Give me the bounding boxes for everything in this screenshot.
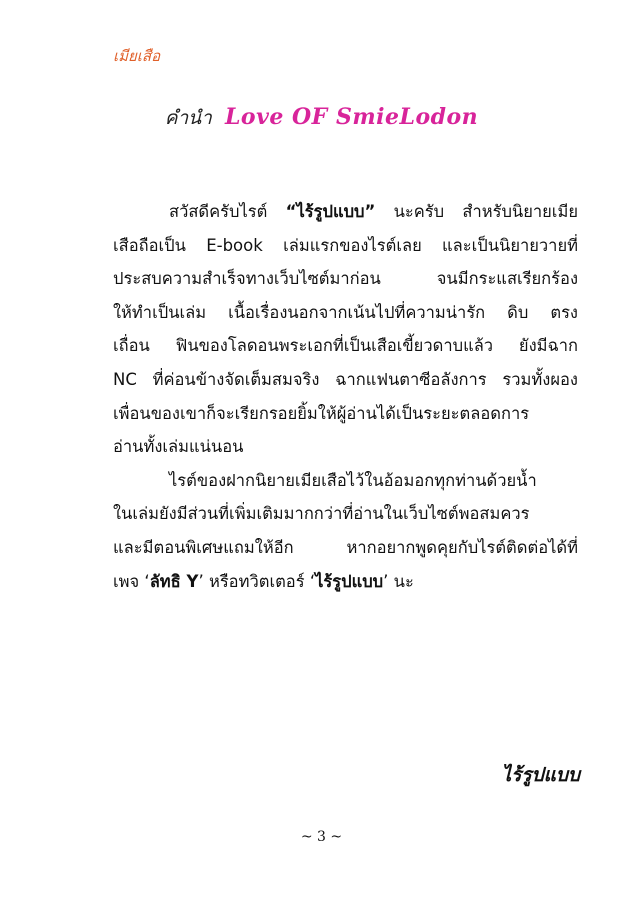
text-line: ในเล่มยังมีส่วนที่เพิ่มเติมมากกว่าที่อ่านในเว็บไซต์พอสมควร — [113, 504, 530, 524]
text-run: ’ หรือทวิตเตอร์ ‘ — [198, 571, 316, 591]
text-run: ’ นะ — [383, 571, 414, 591]
text-line: ไรต์ของฝากนิยายเมียเสือไว้ในอ้อมอกทุกท่านด้วยน้ำ — [169, 470, 537, 490]
page-number: ~ 3 ~ — [300, 829, 343, 845]
text-line: และมีตอนพิเศษแถมให้อีก หากอยากพูดคุยกับไรต์ติดต่อได้ที่ — [113, 537, 578, 557]
title-script: Love OF SmieLodon — [224, 104, 479, 130]
text-line: NC ที่ค่อนข้างจัดเต็มสมจริง ฉากแฟนตาซีอลังการ รวมทั้งผอง — [113, 369, 578, 389]
preface-body — [113, 195, 578, 598]
title-label: คำนำ — [164, 107, 212, 129]
text-line: ประสบความสำเร็จทางเว็บไซต์มาก่อน จนมีกระแสเรียกร้อง — [113, 269, 578, 289]
site-name-bold: “ไร้รูปแบบ” — [285, 202, 376, 221]
running-header: เมียเสือ — [113, 47, 161, 65]
text-line: เถื่อน ฟินของโลดอนพระเอกที่เป็นเสือเขี้ยวดาบแล้ว ยังมีฉาก — [113, 336, 578, 356]
chapter-title — [0, 103, 643, 133]
text-run: นะครับ สำหรับนิยายเมีย — [375, 202, 578, 221]
author-signature: ไร้รูปแบบ — [501, 764, 580, 786]
text-run: เพจ ‘ — [113, 571, 150, 591]
text-line: เสือถือเป็น E-book เล่มแรกของไรต์เลย และเป็นนิยายวายที่ — [113, 235, 578, 255]
page-name-bold: ลัทธิ Y — [149, 571, 199, 591]
twitter-name-bold: ไร้รูปแบบ — [315, 571, 384, 591]
text-line — [113, 195, 578, 229]
text-line: อ่านทั้งเล่มแน่นอน — [113, 437, 244, 457]
text-run: สวัสดีครับไรต์ — [169, 202, 286, 221]
text-line: เพื่อนของเขาก็จะเรียกรอยยิ้มให้ผู้อ่านได้เป็นระยะตลอดการ — [113, 403, 530, 423]
text-line — [113, 565, 578, 599]
text-line: ให้ทำเป็นเล่ม เนื้อเรื่องนอกจากเน้นไปที่ความน่ารัก ดิบ ตรง — [113, 302, 578, 322]
